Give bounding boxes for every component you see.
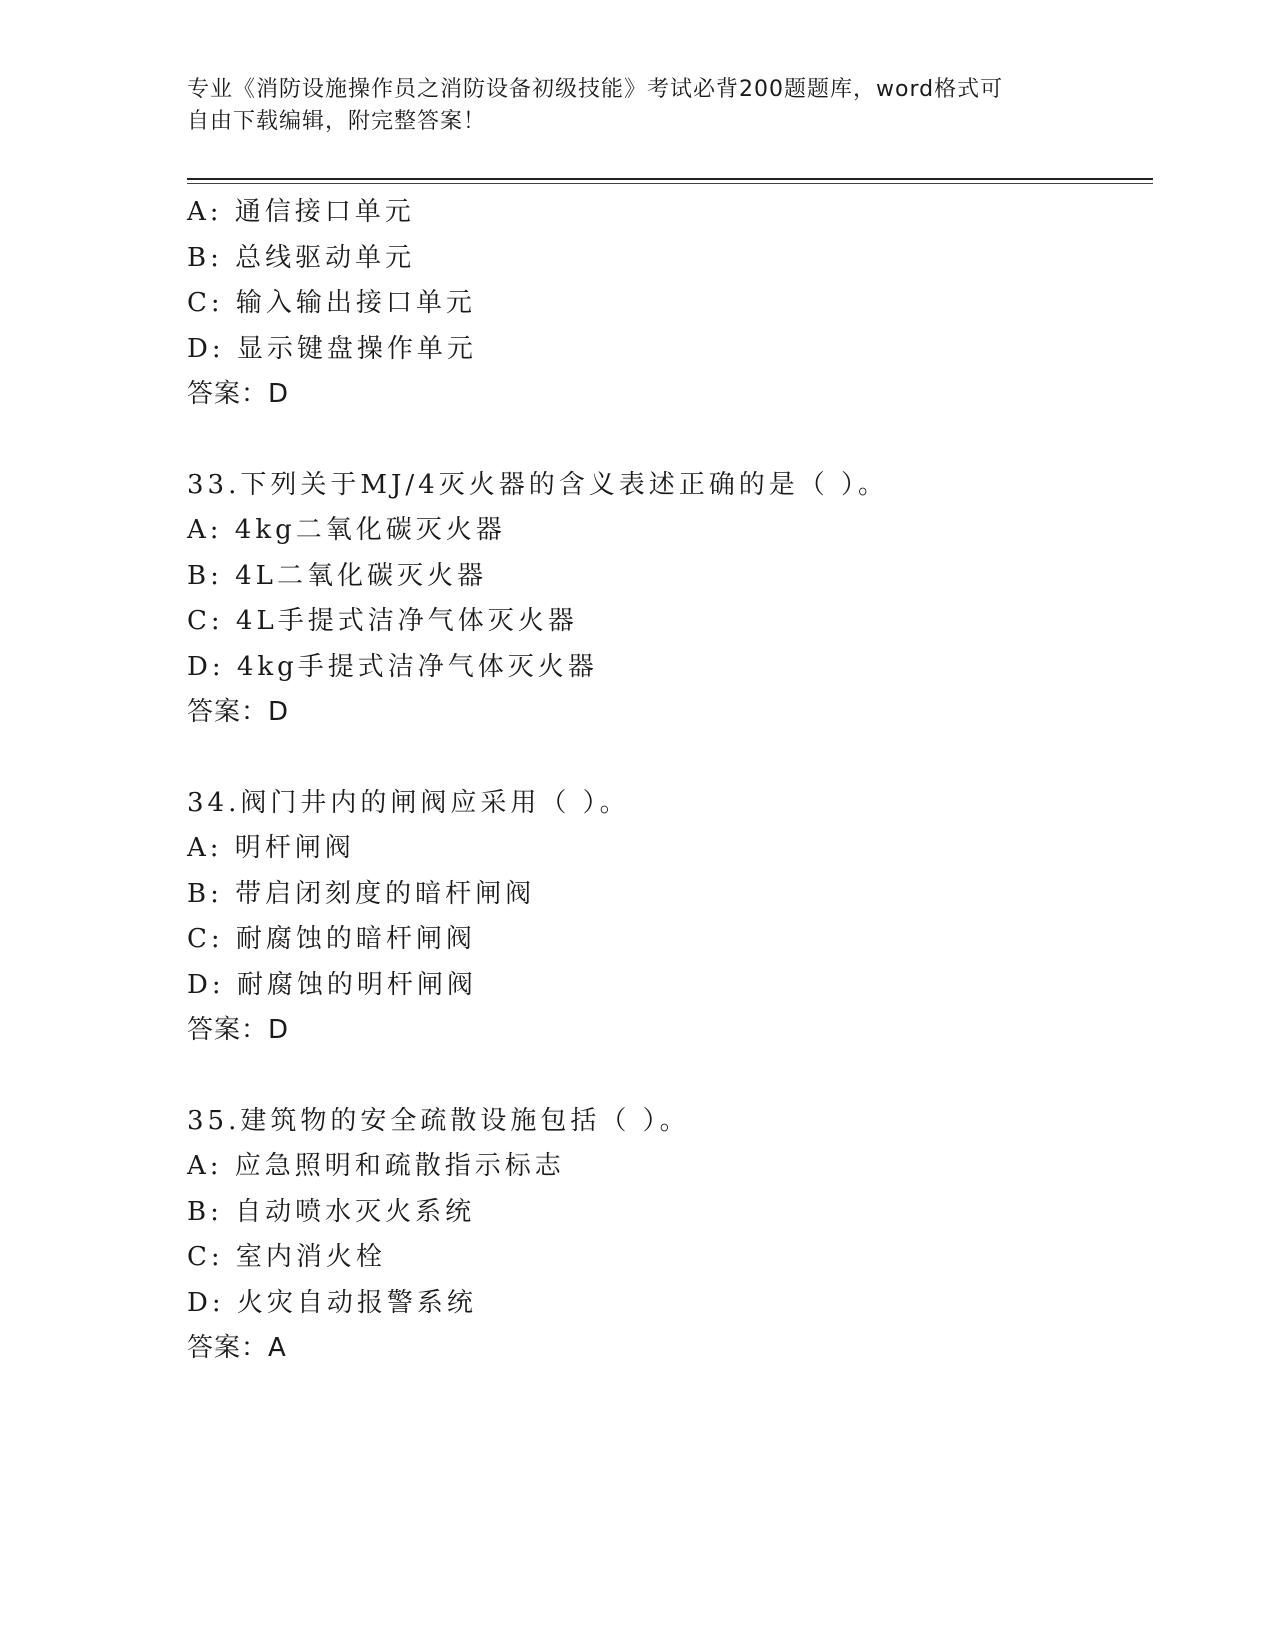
option-b: B: 总线驱动单元 (187, 242, 416, 273)
option-c: C: 4L手提式洁净气体灭火器 (187, 606, 578, 636)
header-divider-thick (187, 178, 1153, 180)
option-a: A: 明杆闸阀 (187, 833, 355, 863)
option-b: B: 带启闭刻度的暗杆闸阀 (187, 878, 536, 909)
question-stem: 33.下列关于MJ/4灭火器的含义表述正确的是（ ）。 (187, 469, 888, 500)
answer-line: 答案：D (187, 379, 290, 409)
answer-line: 答案：A (187, 1333, 287, 1363)
header-title-line-2: 自由下载编辑，附完整答案！ (187, 109, 487, 134)
document-header (187, 74, 1067, 138)
header-title-line-1: 专业《消防设施操作员之消防设备初级技能》考试必背200题题库，word格式可 (187, 77, 1004, 102)
question-stem: 35.建筑物的安全疏散设施包括（ ）。 (187, 1105, 690, 1136)
option-b: B: 自动喷水灭火系统 (187, 1196, 476, 1227)
option-d: D: 火灾自动报警系统 (187, 1287, 477, 1318)
option-b: B: 4L二氧化碳灭火器 (187, 560, 487, 591)
option-c: C: 室内消火栓 (187, 1242, 386, 1272)
option-c: C: 耐腐蚀的暗杆闸阀 (187, 924, 476, 954)
header-divider-thin (187, 183, 1153, 184)
question-block-33 (187, 463, 1153, 736)
option-d: D: 显示键盘操作单元 (187, 333, 477, 364)
option-c: C: 输入输出接口单元 (187, 288, 476, 318)
answer-line: 答案：D (187, 697, 290, 727)
option-a: A: 应急照明和疏散指示标志 (187, 1151, 565, 1181)
option-d: D: 耐腐蚀的明杆闸阀 (187, 969, 477, 1000)
option-d: D: 4kg手提式洁净气体灭火器 (187, 651, 598, 682)
spacer (187, 1054, 1153, 1099)
option-a: A: 通信接口单元 (187, 197, 415, 227)
option-a: A: 4kg二氧化碳灭火器 (187, 515, 506, 545)
answer-line: 答案：D (187, 1015, 290, 1045)
question-list (187, 190, 1153, 1372)
spacer (187, 736, 1153, 781)
question-block-35 (187, 1099, 1153, 1372)
question-block-34 (187, 781, 1153, 1054)
question-stem: 34.阀门井内的闸阀应采用（ ）。 (187, 787, 630, 818)
spacer (187, 418, 1153, 463)
question-block-prev (187, 190, 1153, 418)
